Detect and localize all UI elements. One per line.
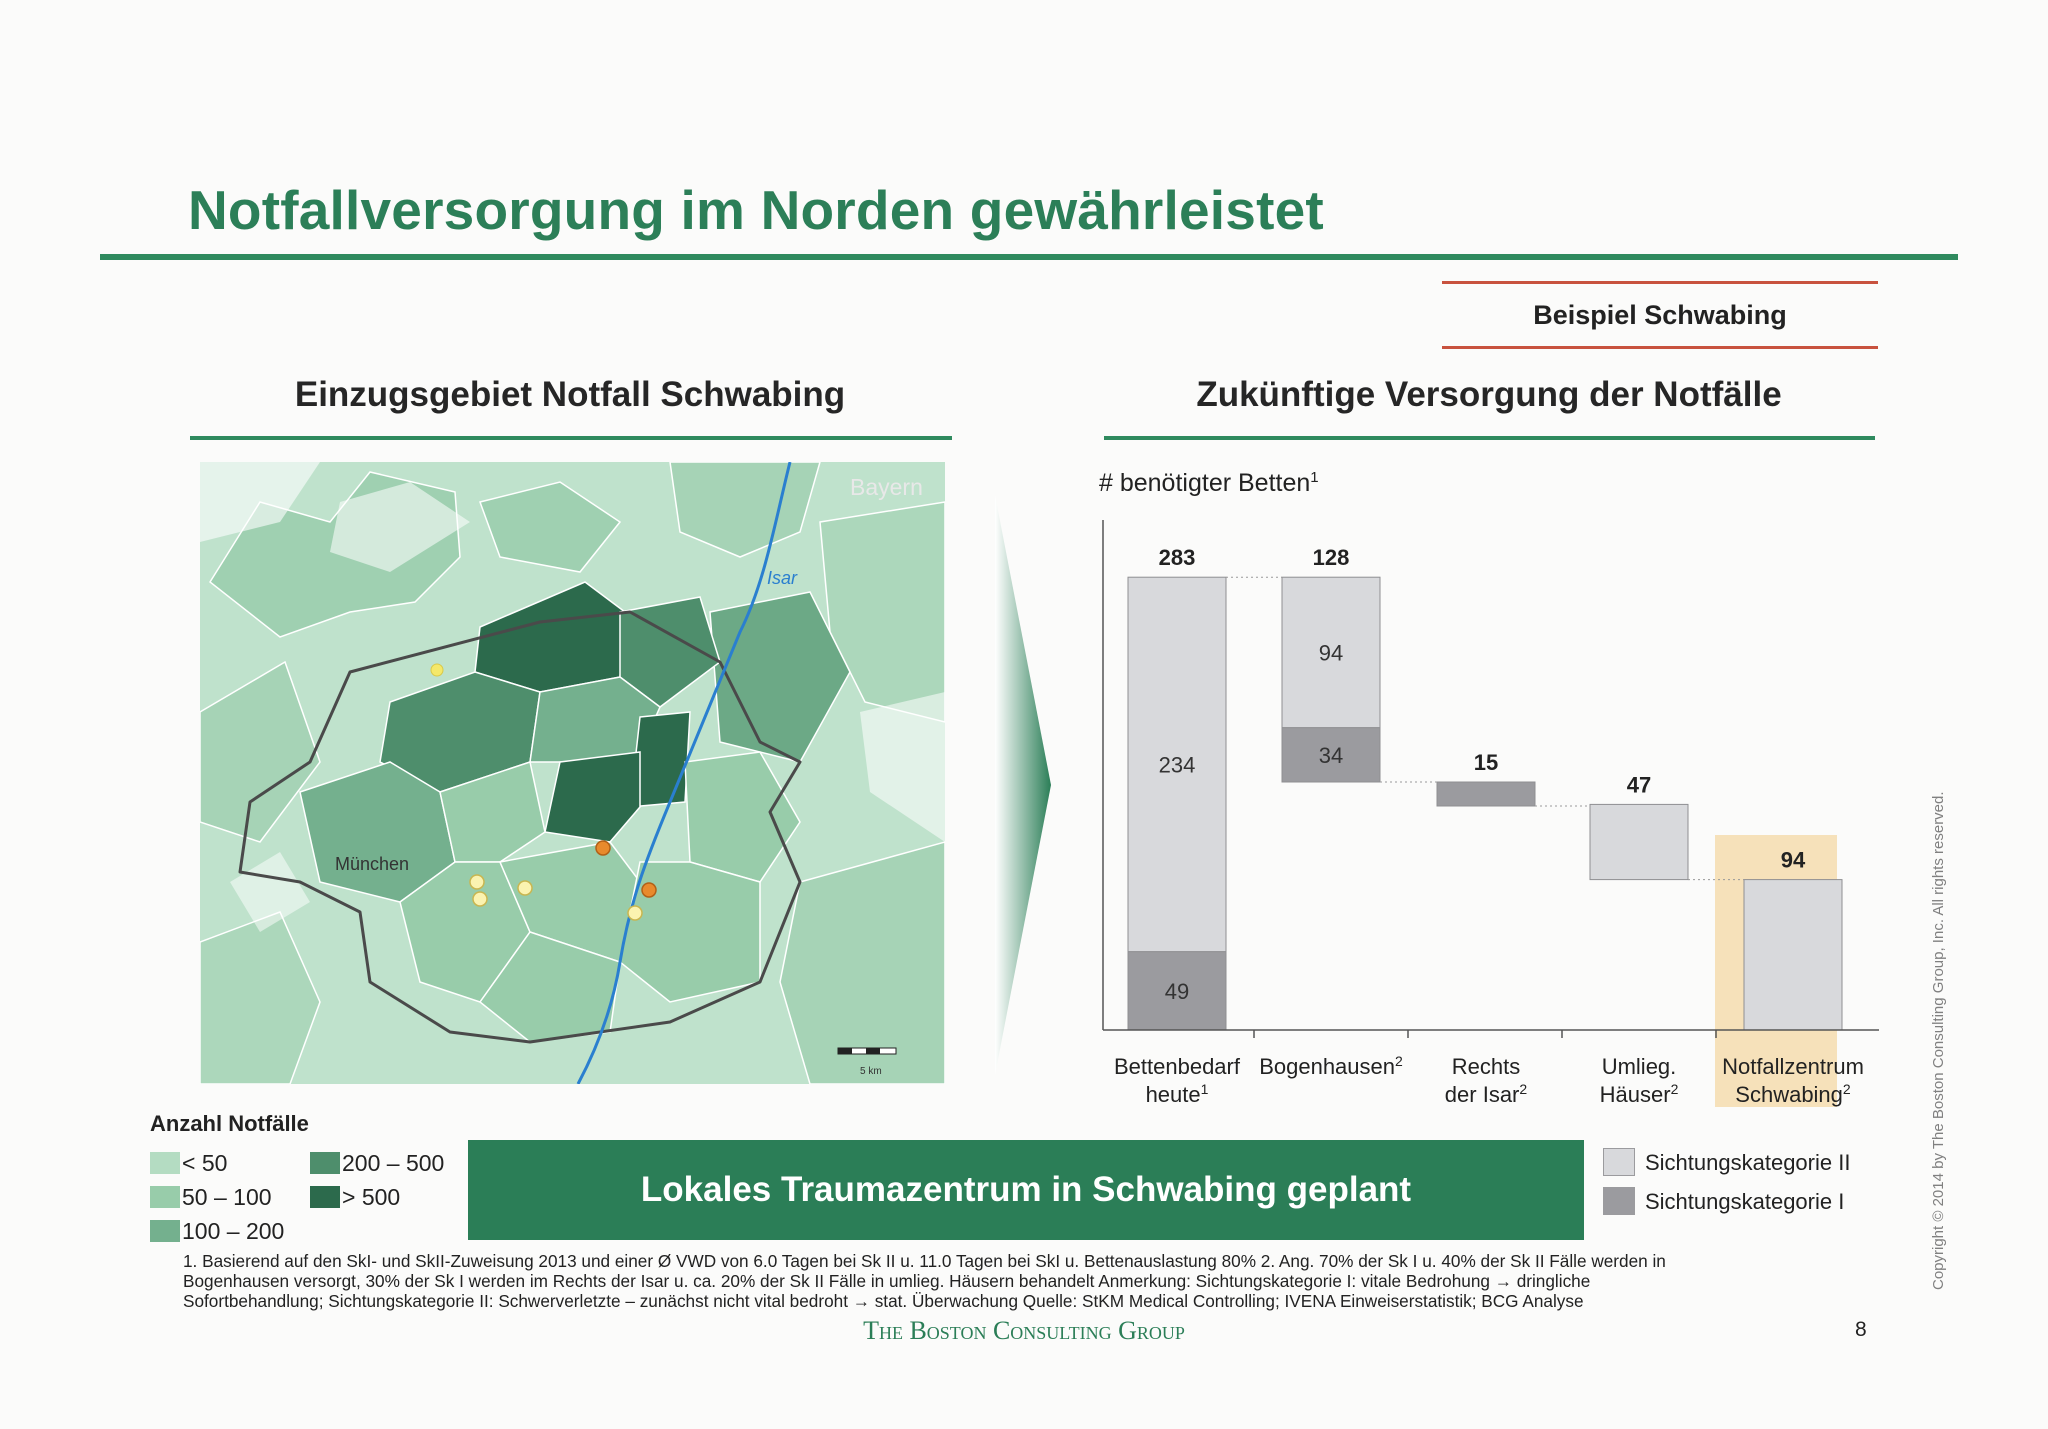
hospital-marker [473,892,487,906]
waterfall-chart [1095,460,1895,1120]
page-number: 8 [1855,1318,1867,1341]
legend-label: 200 – 500 [342,1150,445,1176]
copyright-notice: Copyright © 2014 by The Boston Consulting Group, Inc. All rights reserved. [1930,791,1947,1290]
legend-item [150,1184,272,1211]
category-swatch [1603,1148,1635,1176]
legend-item [310,1150,444,1177]
legend-swatch [310,1186,340,1208]
map-river-label: Isar [767,568,798,588]
category-label: Rechts [1451,1054,1521,1079]
legend-label: < 50 [182,1150,228,1176]
title-rule [100,254,1958,260]
legend-item [310,1184,400,1211]
segment-value-label: 94 [1318,640,1344,666]
legend-label: 100 – 200 [182,1218,285,1244]
category-label: Bogenhausen$^2$ [1259,1053,1403,1079]
category-label: Bettenbedarf [1114,1054,1240,1079]
map-city-label: München [335,854,410,874]
legend-swatch [150,1152,180,1174]
hospital-marker [518,881,532,895]
category-swatch [1603,1187,1635,1215]
page-title: Notfallversorgung im Norden gewährleistet [188,179,1324,241]
bar-segment [1590,804,1688,879]
bar-segment [1744,880,1842,1030]
bar-total-label: 283 [1158,545,1196,571]
chart-heading-rule [1104,436,1875,440]
segment-value-label: 234 [1158,752,1196,778]
hospital-marker [628,906,642,920]
category-legend-item [1603,1148,1850,1176]
category-legend-item [1603,1187,1844,1215]
focus-hospital-marker [642,883,656,897]
transition-arrow [995,495,1051,1075]
footnote-line: Bogenhausen versorgt, 30% der Sk I werden im Rechts der Isar u. ca. 20% der Sk II Fälle in umlieg. Häusern behandelt Anmerkung: Sichtungskategorie I: vitale Bedrohung → dringliche [183,1271,1591,1291]
brand-logo-text: The Boston Consulting Group [863,1316,1185,1345]
segment-value-label: 34 [1318,742,1344,768]
hospital-marker [431,664,443,676]
legend-swatch [310,1152,340,1174]
bar-total-label: 128 [1312,545,1350,571]
category-label: der Isar$^2$ [1444,1081,1528,1107]
arrow-shape [995,495,1051,1075]
example-label: Beispiel Schwabing [1533,300,1787,330]
legend-swatch [150,1220,180,1242]
bar-total-label: 15 [1473,750,1499,775]
hospital-marker [470,875,484,889]
map-region-label: Bayern [850,474,923,500]
y-axis-label-text: # benötigter Betten [1099,469,1311,497]
category-label: Notfallzentrum [1722,1054,1864,1079]
footnote [183,1251,1863,1311]
focus-hospital-marker [596,841,610,855]
legend-title: Anzahl Notfälle [150,1111,309,1136]
legend-swatch [150,1186,180,1208]
chart-heading: Zukünftige Versorgung der Notfälle [1196,375,1782,414]
category-legend-label: Sichtungskategorie II [1645,1150,1851,1175]
bar-total-label: 47 [1626,772,1652,798]
map-scale-bar-segment [838,1048,852,1054]
segment-value-label: 49 [1164,978,1190,1004]
bar-total-label: 94 [1780,847,1806,873]
category-legend-label: Sichtungskategorie I [1645,1189,1845,1214]
footnote-line: Sofortbehandlung; Sichtungskategorie II: Schwerverletzte – zunächst nicht vital bedroht → stat. Überwachung Quelle: StKM Medical Controlling; IVENA Einweiserstatistik; BCG Analyse [183,1291,1584,1311]
category-label: heute$^1$ [1145,1081,1209,1107]
catchment-map [200,462,945,1084]
category-label: Schwabing$^2$ [1735,1081,1851,1107]
map-heading-rule [190,436,952,440]
footnote-line: 1. Basierend auf den SkI- und SkII-Zuweisung 2013 und einer Ø VWD von 6.0 Tagen bei Sk II u. 11.0 Tagen bei SkI u. Bettenauslastung 80% 2. Ang. 70% der Sk I u. 40% der Sk II Fälle werden in [183,1251,1666,1271]
category-label: Umlieg. [1601,1054,1677,1079]
map-heading: Einzugsgebiet Notfall Schwabing [294,375,846,414]
legend-label: > 500 [342,1184,401,1210]
bar-segment [1437,782,1535,806]
legend-item [150,1150,227,1177]
y-axis-label [1099,469,1319,497]
legend-label: 50 – 100 [182,1184,272,1210]
conclusion-banner [468,1140,1584,1240]
y-axis-label-sup: 1 [1310,469,1319,486]
category-label: Häuser$^2$ [1599,1081,1679,1107]
legend-item [150,1218,284,1245]
map-scale-label: 5 km [860,1066,882,1077]
banner-text: Lokales Traumazentrum in Schwabing geplant [640,1170,1412,1209]
example-box [1442,281,1878,349]
map-scale-bar-segment [866,1048,880,1054]
